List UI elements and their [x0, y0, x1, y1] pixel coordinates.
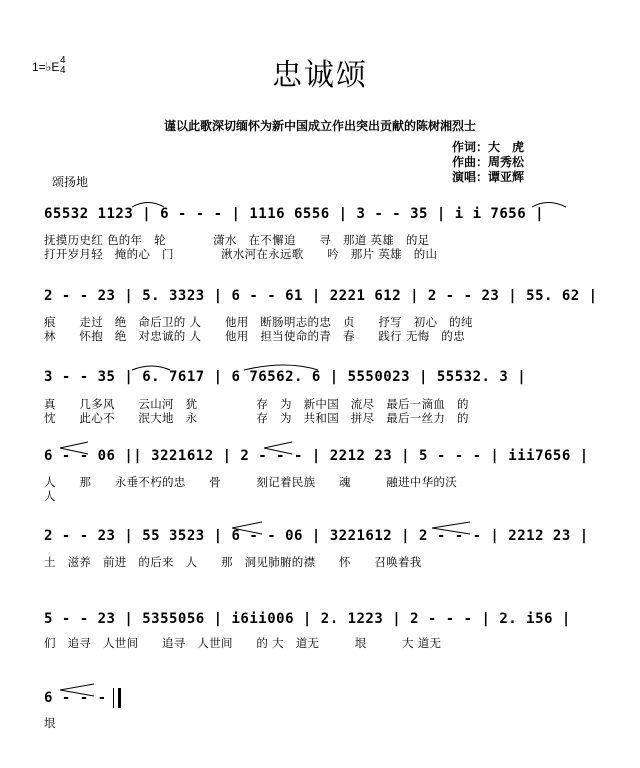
slur-mark	[132, 203, 164, 208]
key-signature: 1=♭E	[32, 60, 60, 74]
singer-credit: 演唱：谭亚辉	[452, 170, 525, 184]
slur-mark	[60, 684, 94, 696]
lyric-line-3b: 忱 此心不 泯大地 永 存 为 共和国 拼尽 最后一丝力 的	[44, 411, 469, 425]
lyricist-credit: 作词：大 虎	[452, 140, 525, 154]
dedication-subtitle: 谨以此歌深切缅怀为新中国成立作出突出贡献的陈树湘烈士	[163, 119, 476, 133]
thin-barline	[113, 688, 114, 708]
notation-line-1: 65532 1123 | 6 - - - | 1116 6556 | 3 - - 35 | i i 7656 |	[44, 206, 545, 222]
notation-line-4: 6 - - 06 || 3221612 | 2 - - - | 2212 23 | 5 - - - | iii7656 |	[44, 448, 589, 464]
notation-line-2: 2 - - 23 | 5. 3323 | 6 - - 61 | 2221 612 | 2 - - 23 | 55. 62 |	[44, 288, 598, 304]
final-barline	[118, 688, 121, 708]
notation-line-3: 3 - - 35 | 6. 7617 | 6 76562. 6 | 5550023 | 55532. 3 |	[44, 369, 527, 385]
lyric-line-6a: 们 追寻 人世间 追寻 人世间 的 大 道无 垠 大 道无	[44, 636, 442, 650]
song-title: 忠诚颂	[272, 58, 368, 93]
lyric-line-5a: 土 滋养 前进 的后来 人 那 洞见肺腑的襟 怀 召唤着我	[44, 555, 422, 569]
notation-line-5: 2 - - 23 | 55 3523 | 6 - - 06 | 3221612 | 2 - - - | 2212 23 |	[44, 528, 589, 544]
lyric-line-1b: 打开岁月轻 掩的心 门 湫水河在永远歌 吟 那片 英雄 的山	[44, 247, 438, 261]
slur-mark	[264, 442, 292, 454]
slur-mark	[60, 442, 88, 454]
lyric-line-2b: 林 怀抱 绝 对忠诚的 人 他用 担当使命的青 春 践行 无悔 的忠	[44, 329, 465, 343]
slur-mark	[244, 365, 318, 370]
lyric-line-4b: 人	[44, 489, 56, 503]
tempo-mark: 颂扬地	[52, 175, 89, 189]
notation-line-6: 5 - - 23 | 5355056 | i6ii006 | 2. 1223 | 2 - - - | 2. i56 |	[44, 611, 571, 627]
slur-mark	[432, 522, 470, 534]
slur-mark	[232, 522, 262, 534]
lyric-line-4a: 人 那 永垂不朽的忠 骨 刻记着民族 魂 融进中华的沃	[44, 475, 457, 489]
slur-mark	[532, 203, 566, 208]
time-signature-top: 4	[60, 55, 66, 66]
lyric-line-2a: 痕 走过 绝 命后卫的 人 他用 断肠明志的忠 贞 抒写 初心 的纯	[44, 315, 473, 329]
slur-mark	[132, 366, 170, 370]
composer-credit: 作曲：周秀松	[452, 155, 525, 169]
lyric-line-1a: 抚摸历史红 色的年 轮 潇水 在不懈追 寻 那道 英雄 的足	[44, 233, 430, 247]
time-signature-bottom: 4	[60, 65, 66, 76]
lyric-line-7a: 垠	[44, 716, 56, 730]
lyric-line-3a: 真 几多风 云山河 犹 存 为 新中国 流尽 最后一滴血 的	[44, 397, 469, 411]
notation-line-7: 6 - - -	[44, 690, 107, 706]
